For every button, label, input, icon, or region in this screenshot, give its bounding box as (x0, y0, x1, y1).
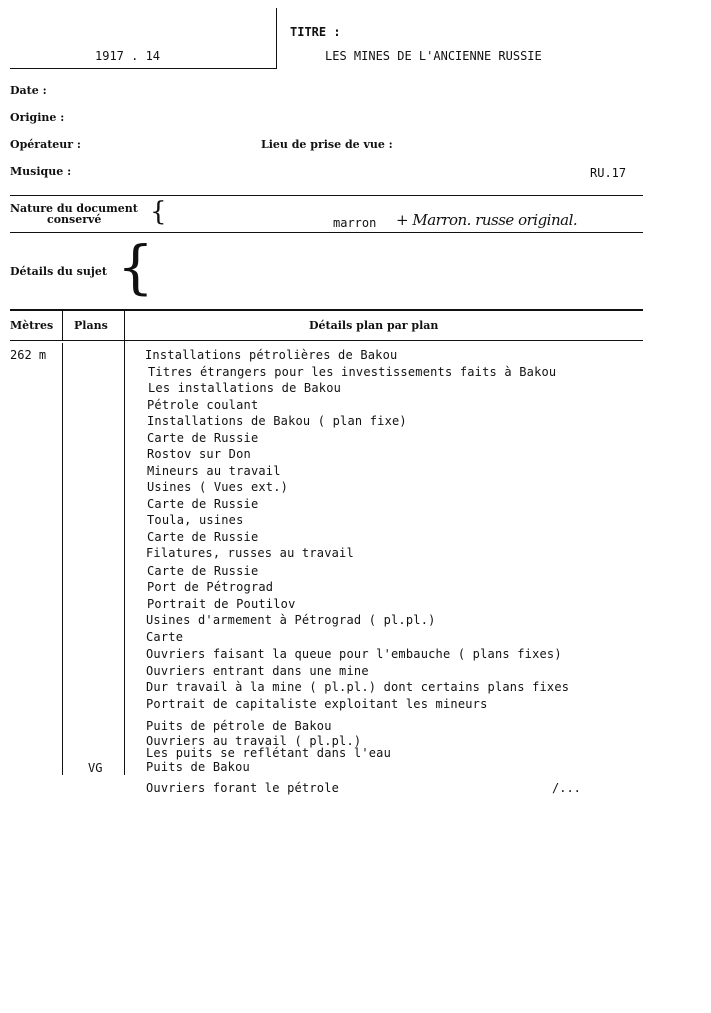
shot-row: Filatures, russes au travail (146, 546, 354, 560)
col-divider-1b (62, 343, 63, 775)
shot-row: Ouvriers entrant dans une mine (146, 664, 369, 678)
shot-row: Toula, usines (147, 513, 244, 527)
shot-row: Installations pétrolières de Bakou (145, 348, 398, 362)
shot-row: Puits de pétrole de Bakou (146, 719, 332, 733)
shot-row: Carte de Russie (147, 564, 259, 578)
shot-row: Usines ( Vues ext.) (147, 480, 289, 494)
shot-row: Mineurs au travail (147, 464, 281, 478)
titre-label: TITRE : (290, 25, 341, 39)
shot-row: Rostov sur Don (147, 447, 251, 461)
shot-row: Usines d'armement à Pétrograd ( pl.pl.) (146, 613, 436, 627)
shot-row: Portrait de Poutilov (147, 597, 296, 611)
shot-row: Installations de Bakou ( plan fixe) (147, 414, 407, 428)
col-metres-header: Mètres (10, 319, 54, 332)
shot-row: Port de Pétrograd (147, 580, 274, 594)
shot-row: Ouvriers forant le pétrole (146, 781, 340, 795)
col-plans-header: Plans (74, 319, 108, 332)
shot-row: Carte de Russie (147, 497, 259, 511)
nature-typed-value: marron (333, 216, 377, 230)
nature-brace: { (150, 197, 167, 227)
shot-row: Carte de Russie (147, 431, 259, 445)
lieu-label: Lieu de prise de vue : (261, 138, 393, 151)
shot-row: Titres étrangers pour les investissements faits à Bakou (148, 365, 557, 379)
divider-2 (10, 232, 643, 233)
reference-code: RU.17 (590, 166, 627, 180)
shot-row: Pétrole coulant (147, 398, 259, 412)
metres-value: 262 m (10, 348, 47, 362)
nature-label-line1: Nature du document (10, 202, 138, 215)
shot-row: Puits de Bakou (146, 760, 250, 774)
shot-row: Dur travail à la mine ( pl.pl.) dont certains plans fixes (146, 680, 570, 694)
divider-1 (10, 195, 643, 196)
details-sujet-brace: { (117, 233, 154, 301)
titre-value: LES MINES DE L'ANCIENNE RUSSIE (325, 49, 542, 63)
details-sujet-label: Détails du sujet (10, 265, 107, 278)
nature-label-line2: conservé (47, 213, 102, 226)
shot-row: Ouvriers au travail ( pl.pl.) (146, 734, 362, 748)
date-label: Date : (10, 84, 47, 97)
shot-row: Les puits se reflétant dans l'eau (146, 746, 392, 760)
col-divider-1 (62, 311, 63, 340)
document-code: 1917 . 14 (95, 49, 161, 63)
table-top-rule (10, 309, 643, 311)
plans-value: VG (88, 761, 103, 775)
table-header-rule (10, 340, 643, 341)
header-divider (276, 8, 277, 68)
origine-label: Origine : (10, 111, 65, 124)
shot-row: Portrait de capitaliste exploitant les mineurs (146, 697, 488, 711)
col-divider-2 (124, 311, 125, 775)
continuation-mark: /... (552, 781, 581, 795)
nature-handwritten-value: + Marron. russe original. (396, 211, 578, 229)
shot-row: Ouvriers faisant la queue pour l'embauche ( plans fixes) (146, 647, 562, 661)
col-details-header: Détails plan par plan (309, 319, 439, 332)
shot-row: Les installations de Bakou (148, 381, 342, 395)
shot-row: Carte de Russie (147, 530, 259, 544)
header-underline (10, 68, 277, 69)
shot-row: Carte (146, 630, 184, 644)
operateur-label: Opérateur : (10, 138, 81, 151)
musique-label: Musique : (10, 165, 72, 178)
